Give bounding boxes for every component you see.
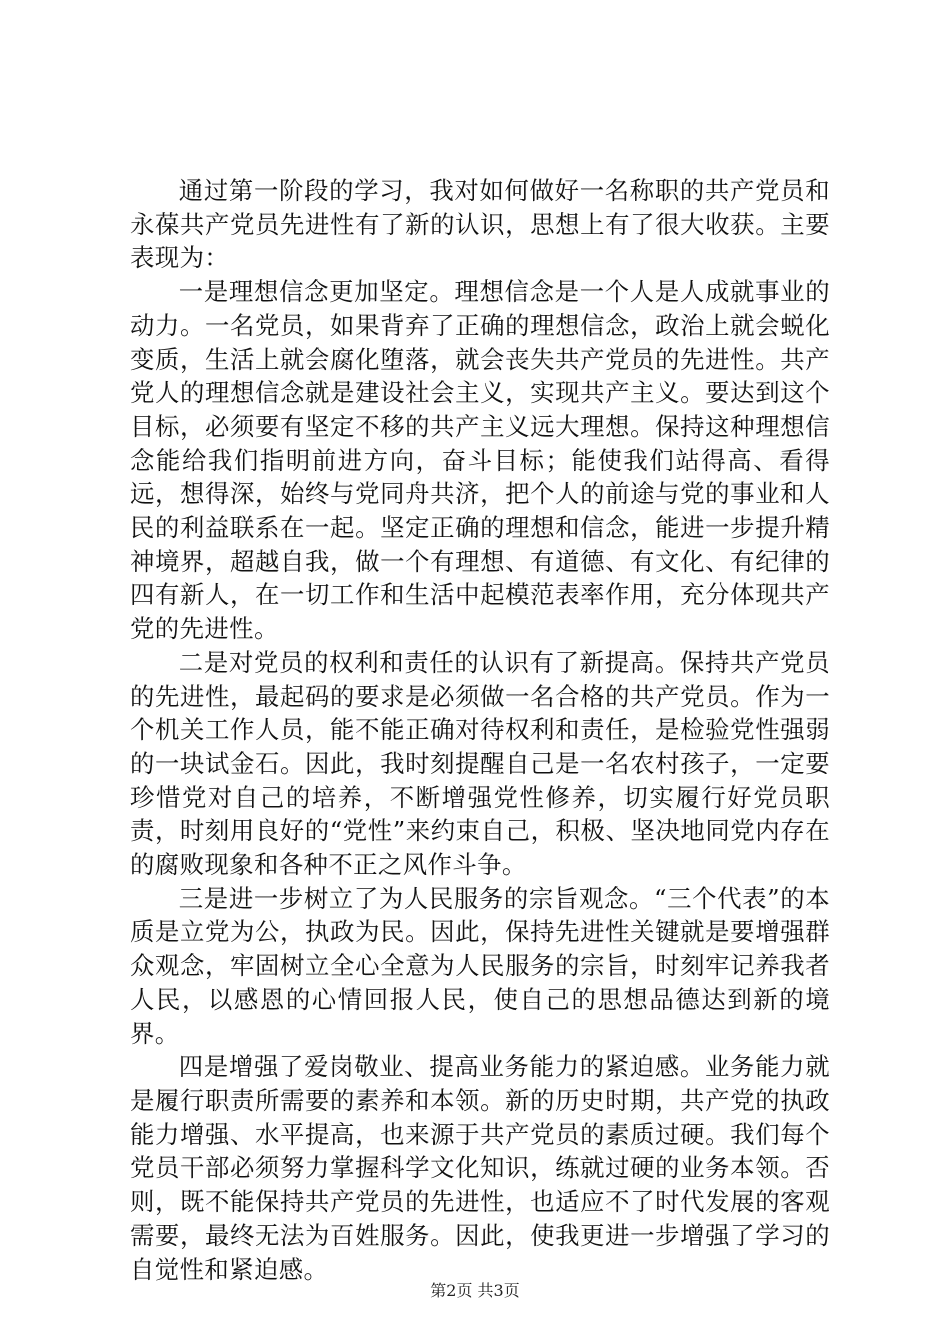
document-body: [130, 174, 830, 1286]
paragraph-work-ability: 四是增强了爱岗敬业、提高业务能力的紧迫感。业务能力就是履行职责所需要的素养和本领。新的历史时期，共产党的执政能力增强、水平提高，也来源于共产党员的素质过硬。我们每个党员干部必须努力掌握科学文化知识，练就过硬的业务本领。否则，既不能保持共产党员的先进性，也适应不了时代发展的客观需要，最终无法为百姓服务。因此，使我更进一步增强了学习的自觉性和紧迫感。: [130, 1052, 830, 1284]
paragraph-rights-duties: 二是对党员的权利和责任的认识有了新提高。保持共产党员的先进性，最起码的要求是必须做一名合格的共产党员。作为一个机关工作人员，能不能正确对待权利和责任，是检验党性强弱的一块试金石。因此，我时刻提醒自己是一名农村孩子，一定要珍惜党对自己的培养，不断增强党性修养，切实履行好党员职责，时刻用良好的“党性”来约束自己，积极、坚决地同党内存在的腐败现象和各种不正之风作斗争。: [130, 647, 830, 880]
page-number-footer: 第2页 共3页: [430, 1281, 520, 1300]
paragraph-ideals: 一是理想信念更加坚定。理想信念是一个人是人成就事业的动力。一名党员，如果背弃了正确的理想信念，政治上就会蜕化变质，生活上就会腐化堕落，就会丧失共产党员的先进性。共产党人的理想信念就是建设社会主义，实现共产主义。要达到这个目标，必须要有坚定不移的共产主义远大理想。保持这种理想信念能给我们指明前进方向，奋斗目标；能使我们站得高、看得远，想得深，始终与党同舟共济，把个人的前途与党的事业和人民的利益联系在一起。坚定正确的理想和信念，能进一步提升精神境界，超越自我，做一个有理想、有道德、有文化、有纪律的四有新人，在一切工作和生活中起模范表率作用，充分体现共产党的先进性。: [130, 277, 830, 644]
paragraph-serve-people: 三是进一步树立了为人民服务的宗旨观念。“三个代表”的本质是立党为公，执政为民。因此，保持先进性关键就是要增强群众观念，牢固树立全心全意为人民服务的宗旨，时刻牢记养我者人民，以感恩的心情回报人民，使自己的思想品德达到新的境界。: [130, 883, 830, 1048]
paragraph-intro: 通过第一阶段的学习，我对如何做好一名称职的共产党员和永葆共产党员先进性有了新的认识，思想上有了很大收获。主要表现为：: [130, 176, 830, 273]
